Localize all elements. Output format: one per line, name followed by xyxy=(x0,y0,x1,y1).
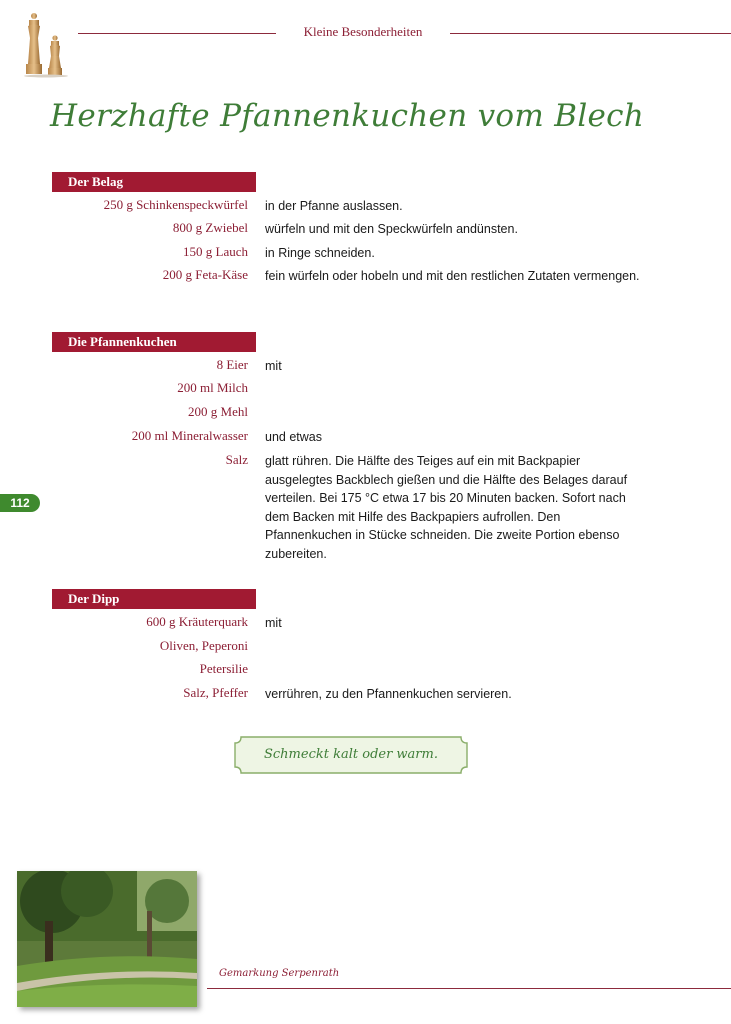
instruction-text: fein würfeln oder hobeln und mit den restlichen Zutaten vermengen. xyxy=(265,269,640,283)
ingredient-qty: Oliven, Peperoni xyxy=(159,638,248,653)
recipe-title: Herzhafte Pfannenkuchen vom Blech xyxy=(50,98,645,134)
page-number-badge: 112 xyxy=(0,494,40,512)
ingredient-qty: Petersilie xyxy=(199,661,248,676)
ingredient-qty: 200 ml Milch xyxy=(177,380,248,395)
instruction-text: mit xyxy=(265,616,282,630)
pepper-mill-icon xyxy=(22,12,70,78)
footer-rule xyxy=(207,988,731,989)
ingredient-qty: 150 g Lauch xyxy=(183,244,248,259)
header-section-title: Kleine Besonderheiten xyxy=(303,24,423,39)
instruction-text: glatt rühren. Die Hälfte des Teiges auf ein mit Backpapier ausgelegtes Backblech gießen und die Hälfte des Belages darauf verteilen. Bei 175 °C etwa 17 bis 20 Minuten backen. Sofort nach dem Backen mit Hilfe des Backpapiers aufrollen. Den Pfannenkuchen in Stücke schneiden. Die zweite Portion ebenso zubereiten. xyxy=(265,454,628,561)
ingredient-qty: Salz, Pfeffer xyxy=(183,685,248,700)
ingredient-qty: 250 g Schinkenspeckwürfel xyxy=(103,197,248,212)
instruction-text: und etwas xyxy=(265,430,322,444)
ingredient-qty: 200 g Feta-Käse xyxy=(162,267,248,282)
section-heading-belag: Der Belag xyxy=(52,172,256,192)
instruction-text: in Ringe schneiden. xyxy=(265,246,375,260)
ingredient-qty: 8 Eier xyxy=(216,357,248,372)
instruction-text: verrühren, zu den Pfannenkuchen servieren. xyxy=(265,687,512,701)
instruction-text: in der Pfanne auslassen. xyxy=(265,199,403,213)
tip-banner xyxy=(233,735,469,775)
photo-caption: Gemarkung Serpenrath xyxy=(219,968,340,979)
ingredient-qty: 200 ml Mineralwasser xyxy=(131,428,248,443)
ingredient-qty: 800 g Zwiebel xyxy=(172,220,248,235)
header-rule-right xyxy=(450,33,731,34)
ingredient-qty: 200 g Mehl xyxy=(188,404,248,419)
section-heading-pfannenkuchen: Die Pfannenkuchen xyxy=(52,332,256,352)
instruction-text: mit xyxy=(265,359,282,373)
section-heading-dipp: Der Dipp xyxy=(52,589,256,609)
instruction-text: würfeln und mit den Speckwürfeln andünsten. xyxy=(265,222,518,236)
ingredient-qty: 600 g Kräuterquark xyxy=(146,614,248,629)
ingredient-qty: Salz xyxy=(225,452,248,467)
landscape-photo xyxy=(17,871,197,1007)
header-rule-left xyxy=(78,33,276,34)
tip-text: Schmeckt kalt oder warm. xyxy=(264,747,438,762)
